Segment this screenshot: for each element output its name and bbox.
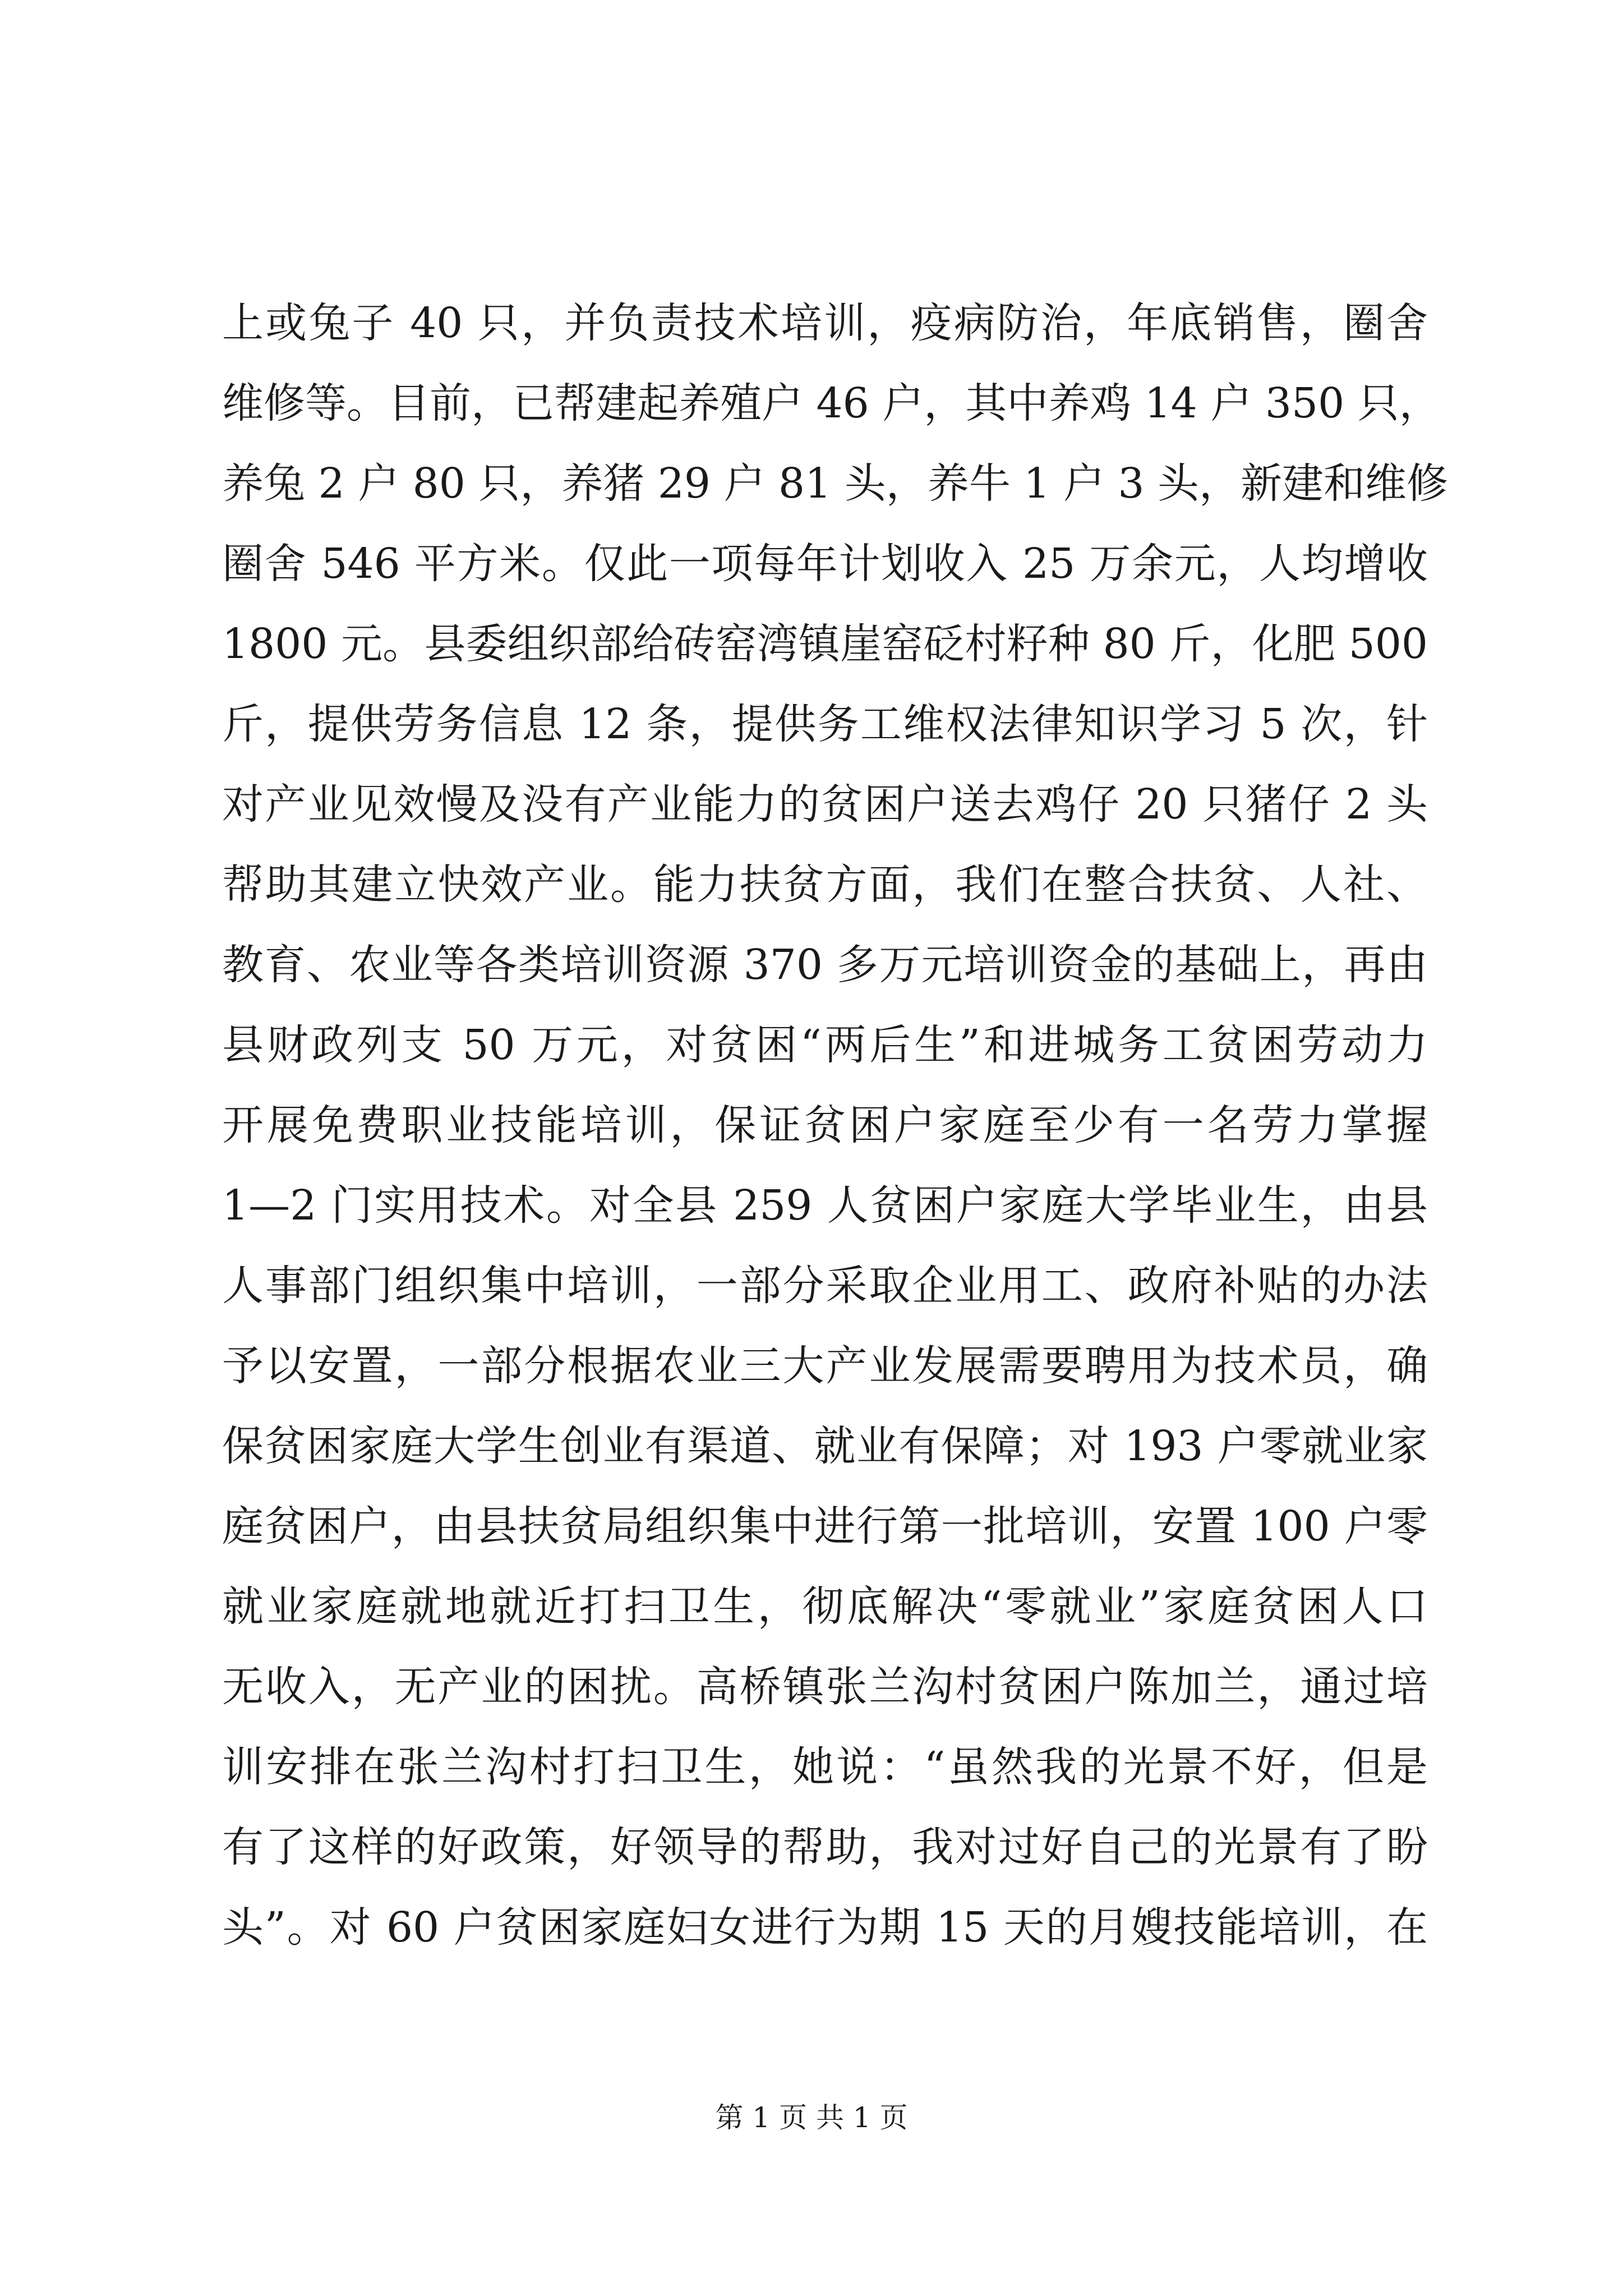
text-line: 县财政列支 50 万元，对贫困“两后生”和进城务工贫困劳动力 — [222, 1021, 1428, 1069]
text-line: 无收入，无产业的困扰。高桥镇张兰沟村贫困户陈加兰，通过培 — [222, 1663, 1428, 1711]
body-text — [222, 283, 1448, 1968]
text-line: 有了这样的好政策，好领导的帮助，我对过好自己的光景有了盼 — [222, 1823, 1428, 1871]
text-line: 人事部门组织集中培训，一部分采取企业用工、政府补贴的办法 — [222, 1262, 1428, 1310]
text-line: 保贫困家庭大学生创业有渠道、就业有保障；对 193 户零就业家 — [222, 1422, 1428, 1470]
text-line: 训安排在张兰沟村打扫卫生，她说：“虽然我的光景不好，但是 — [222, 1743, 1428, 1791]
text-line: 头”。对 60 户贫困家庭妇女进行为期 15 天的月嫂技能培训，在 — [222, 1903, 1428, 1952]
text-line: 就业家庭就地就近打扫卫生，彻底解决“零就业”家庭贫困人口 — [222, 1582, 1428, 1631]
text-line: 上或兔子 40 只，并负责技术培训，疫病防治，年底销售，圈舍 — [222, 299, 1428, 347]
text-line: 庭贫困户，由县扶贫局组织集中进行第一批培训，安置 100 户零 — [222, 1502, 1428, 1550]
text-line: 养兔 2 户 80 只，养猪 29 户 81 头，养牛 1 户 3 头，新建和维修 — [222, 459, 1448, 508]
page-footer: 第 1 页 共 1 页 — [715, 2101, 908, 2134]
text-line: 帮助其建立快效产业。能力扶贫方面，我们在整合扶贫、人社、 — [222, 861, 1428, 909]
text-line: 1—2 门实用技术。对全县 259 人贫困户家庭大学毕业生，由县 — [222, 1181, 1428, 1230]
text-line: 1800 元。县委组织部给砖窑湾镇崖窑砭村籽种 80 斤，化肥 500 — [222, 620, 1428, 668]
text-line: 教育、农业等各类培训资源 370 多万元培训资金的基础上，再由 — [222, 941, 1428, 989]
text-line: 维修等。目前，已帮建起养殖户 46 户，其中养鸡 14 户 350 只， — [222, 379, 1441, 427]
text-line: 对产业见效慢及没有产业能力的贫困户送去鸡仔 20 只猪仔 2 头 — [222, 780, 1428, 829]
text-line: 开展免费职业技能培训，保证贫困户家庭至少有一名劳力掌握 — [222, 1101, 1428, 1149]
text-line: 予以安置，一部分根据农业三大产业发展需要聘用为技术员，确 — [222, 1342, 1428, 1390]
text-line: 圈舍 546 平方米。仅此一项每年计划收入 25 万余元，人均增收 — [222, 540, 1428, 588]
text-line: 斤，提供劳务信息 12 条，提供务工维权法律知识学习 5 次，针 — [222, 700, 1428, 748]
